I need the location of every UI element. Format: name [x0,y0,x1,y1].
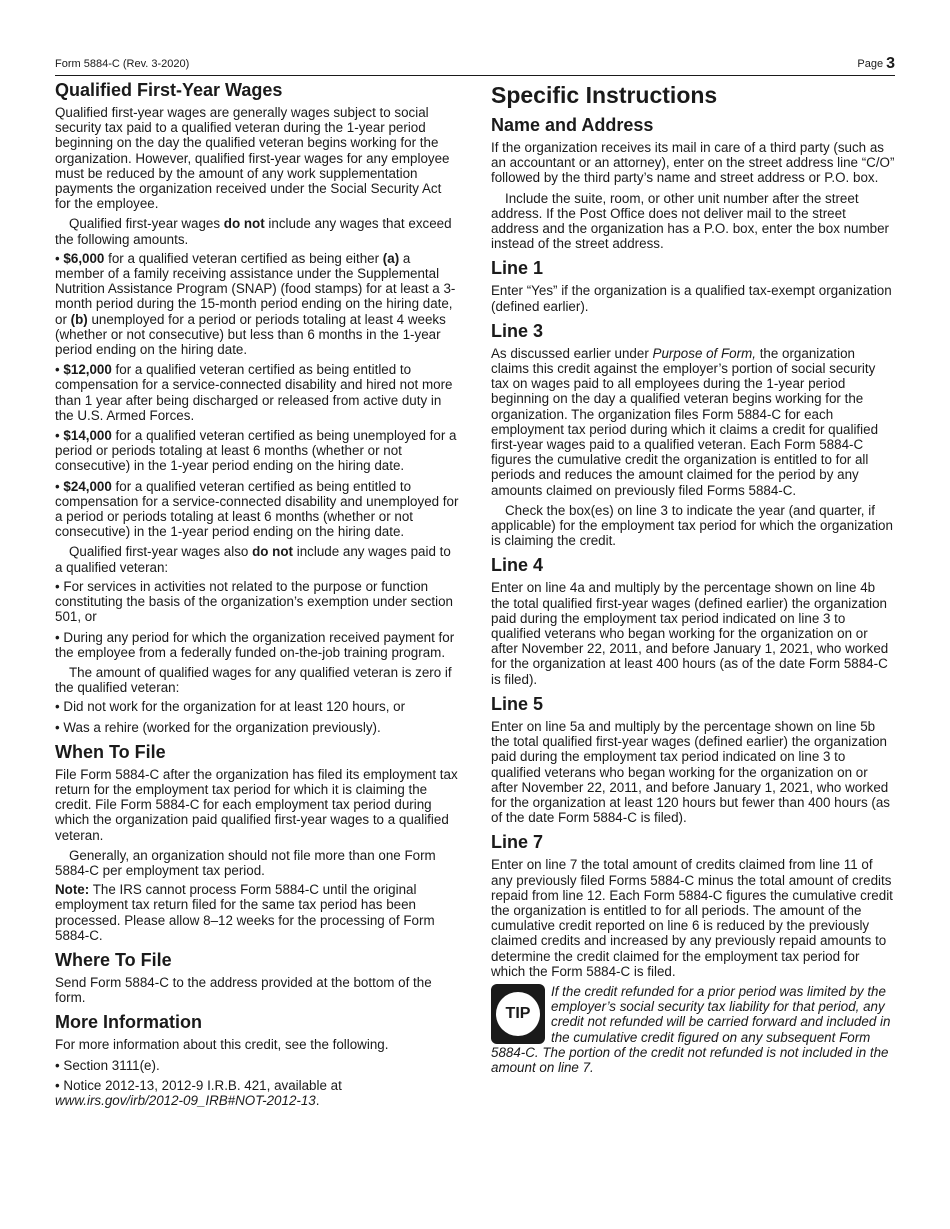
page-label: Page [857,58,884,70]
line-3-paragraph-2: Check the box(es) on line 3 to indicate the year (and quarter, if applicable) for the employment tax period for which the organization is claiming the credit. [491,502,893,549]
irs-url-link[interactable]: www.irs.gov/irb/2012-09_IRB#NOT-2012-13 [55,1092,316,1108]
where-to-file-heading: Where To File [55,949,172,970]
more-bullet-section: • Section 3111(e). [55,1057,160,1073]
when-paragraph-1: File Form 5884-C after the organization has filed its employment tax return for the employment tax period for which it is claiming the credit. File Form 5884-C for each employment tax period during which the organization paid qualified first-year wages to a qualified veteran. [55,766,458,843]
name-paragraph-2: Include the suite, room, or other unit number after the street address. If the Post Office does not deliver mail to the street address and the organization has a P.O. box, enter the box number instead of the street address. [491,190,890,252]
where-paragraph: Send Form 5884-C to the address provided at the bottom of the form. [55,974,432,1006]
bullet-24000: • $24,000 for a qualified veteran certified as being entitled to compensation for a service-connected disability and unemployed for a period or periods totaling at least 6 months (whether or not consecutive) in the 1-year period ending on the hiring date. [55,478,459,540]
line-1-heading: Line 1 [491,258,544,279]
page-header [55,55,895,76]
line-4-heading: Line 4 [491,555,544,576]
line-4-paragraph: Enter on line 4a and multiply by the percentage shown on line 4b the total qualified first-year wages (defined earlier) the organization paid during the employment tax period indicated on line 3 to qualified veterans who began working for the organization on or after November 22, 2011, and before January 1, 2021, who worked for the organization at least 400 hours (as of the date Form 5884-C is filed). [491,580,889,687]
note-paragraph: Note: The IRS cannot process Form 5884-C until the original employment tax return filed for the same tax period has been processed. Please allow 8–12 weeks for the processing of Form 5884-C. [55,882,435,943]
excluded-bullet-training: • During any period for which the organization received payment for the employee from a federally funded on-the-job training program. [55,629,455,660]
specific-instructions-heading: Specific Instructions [491,82,718,108]
line-7-paragraph: Enter on line 7 the total amount of credits claimed from line 11 of any previously filed Forms 5884-C minus the total amount of credits repaid from line 12. Each Form 5884-C figures the cumulative credit the organization is entitled to for all periods. The amount of the cumulative credit reported on line 6 is reduced by the previously claimed credits and increased by any previously repaid amounts to determine the credit claimed for the employment tax period for which the Form 5884-C is filed. [491,857,893,979]
bullet-14000: • $14,000 for a qualified veteran certified as being unemployed for a period or periods totaling at least 6 months (whether or not consecutive) in the 1-year period ending on the hiring date. [55,428,457,474]
zero-bullet-hours: • Did not work for the organization for at least 120 hours, or [55,699,406,715]
more-information-heading: More Information [55,1012,202,1033]
more-paragraph: For more information about this credit, see the following. [55,1037,389,1053]
page-number: 3 [886,55,895,72]
line-1-paragraph: Enter “Yes” if the organization is a qualified tax-exempt organization (defined earlier). [491,283,892,314]
excluded-bullet-services: • For services in activities not related to the purpose or function constituting the basis of the organization’s exemption under section 501, or [55,578,453,625]
zero-wages-paragraph: The amount of qualified wages for any qualified veteran is zero if the qualified veteran: [55,664,452,696]
when-to-file-heading: When To File [55,741,166,762]
line-3-heading: Line 3 [491,320,544,341]
line-5-heading: Line 5 [491,693,544,714]
qfyw-paragraph-2: Qualified first-year wages do not include any wages that exceed the following amounts. [55,216,452,247]
zero-bullet-rehire: • Was a rehire (worked for the organization previously). [55,719,381,735]
tip-icon [491,984,545,1044]
line-5-paragraph: Enter on line 5a and multiply by the percentage shown on line 5b the total qualified first-year wages (defined earlier) the organization paid during the employment tax period indicated on line 3 to qualified veterans who began working for the organization on or after November 22, 2011, and before January 1, 2021, who worked for the organization at least 120 hours but fewer than 400 hours (as of the date Form 5884-C is filed). [491,718,890,826]
tip-text: If the credit refunded for a prior period was limited by the employer’s social security tax liability for that period, any credit not refunded will be carried forward and included in the cumulative credit figured on any subsequent Form 5884-C. The portion of the credit not refunded is not included in the amount on line 7. [491,983,891,1075]
line-3-paragraph-1: As discussed earlier under Purpose of Form, the organization claims this credit against the employer’s portion of social security tax on wages paid to all employees during the 1-year period beginning on the day a qualified veteran begins working for the organization. The organization files Form 5884-C for each employment tax period during which it claims a credit for qualified first-year wages paid to a qualified veteran. Each Form 5884-C figures the cumulative credit the organization is entitled to for all periods and reduces the amount claimed for the period by any amounts claimed on previously filed Forms 5884-C. [491,345,879,498]
page-indicator [857,55,895,73]
tip-label: TIP [496,992,540,1036]
name-and-address-heading: Name and Address [491,115,654,135]
left-column [55,80,459,1113]
line-7-heading: Line 7 [491,832,544,853]
tip-box [491,984,895,1075]
right-column [491,80,895,1075]
qualified-first-year-wages-heading: Qualified First-Year Wages [55,80,283,100]
form-label: Form 5884-C (Rev. 3-2020) [55,58,190,70]
when-paragraph-2: Generally, an organization should not file more than one Form 5884-C per employment tax period. [55,847,436,878]
bullet-6000: • $6,000 for a qualified veteran certified as being either (a) a member of a family receiving assistance under the Supplemental Nutrition Assistance Program (SNAP) (food stamps) for at least a 3-month period during the 15-month period ending on the hiring date, or (b) unemployed for a period or periods totaling at least 4 weeks (whether or not consecutive) but less than 6 months in the 1-year period ending on the hiring date. [55,250,456,358]
bullet-12000: • $12,000 for a qualified veteran certified as being entitled to compensation for a service-connected disability and hired not more than 1 year after being discharged or released from active duty in the U.S. Armed Forces. [55,362,453,423]
more-bullet-notice: • Notice 2012-13, 2012-9 I.R.B. 421, available at www.irs.gov/irb/2012-09_IRB#NOT-2012-13. [55,1077,342,1108]
also-excluded-paragraph: Qualified first-year wages also do not include any wages paid to a qualified veteran: [55,544,451,575]
name-paragraph-1: If the organization receives its mail in care of a third party (such as an accountant or an attorney), enter on the street address line “C/O” followed by the third party’s name and street address or P.O. box. [491,140,895,186]
qfyw-paragraph-1: Qualified first-year wages are generally wages subject to social security tax paid to a qualified veteran during the 1-year period beginning on the day the qualified veteran begins working for the organization. However, qualified first-year wages for any employee must be reduced by the amount of any work supplementation payments the organization received under the Social Security Act for the employee. [55,105,450,212]
